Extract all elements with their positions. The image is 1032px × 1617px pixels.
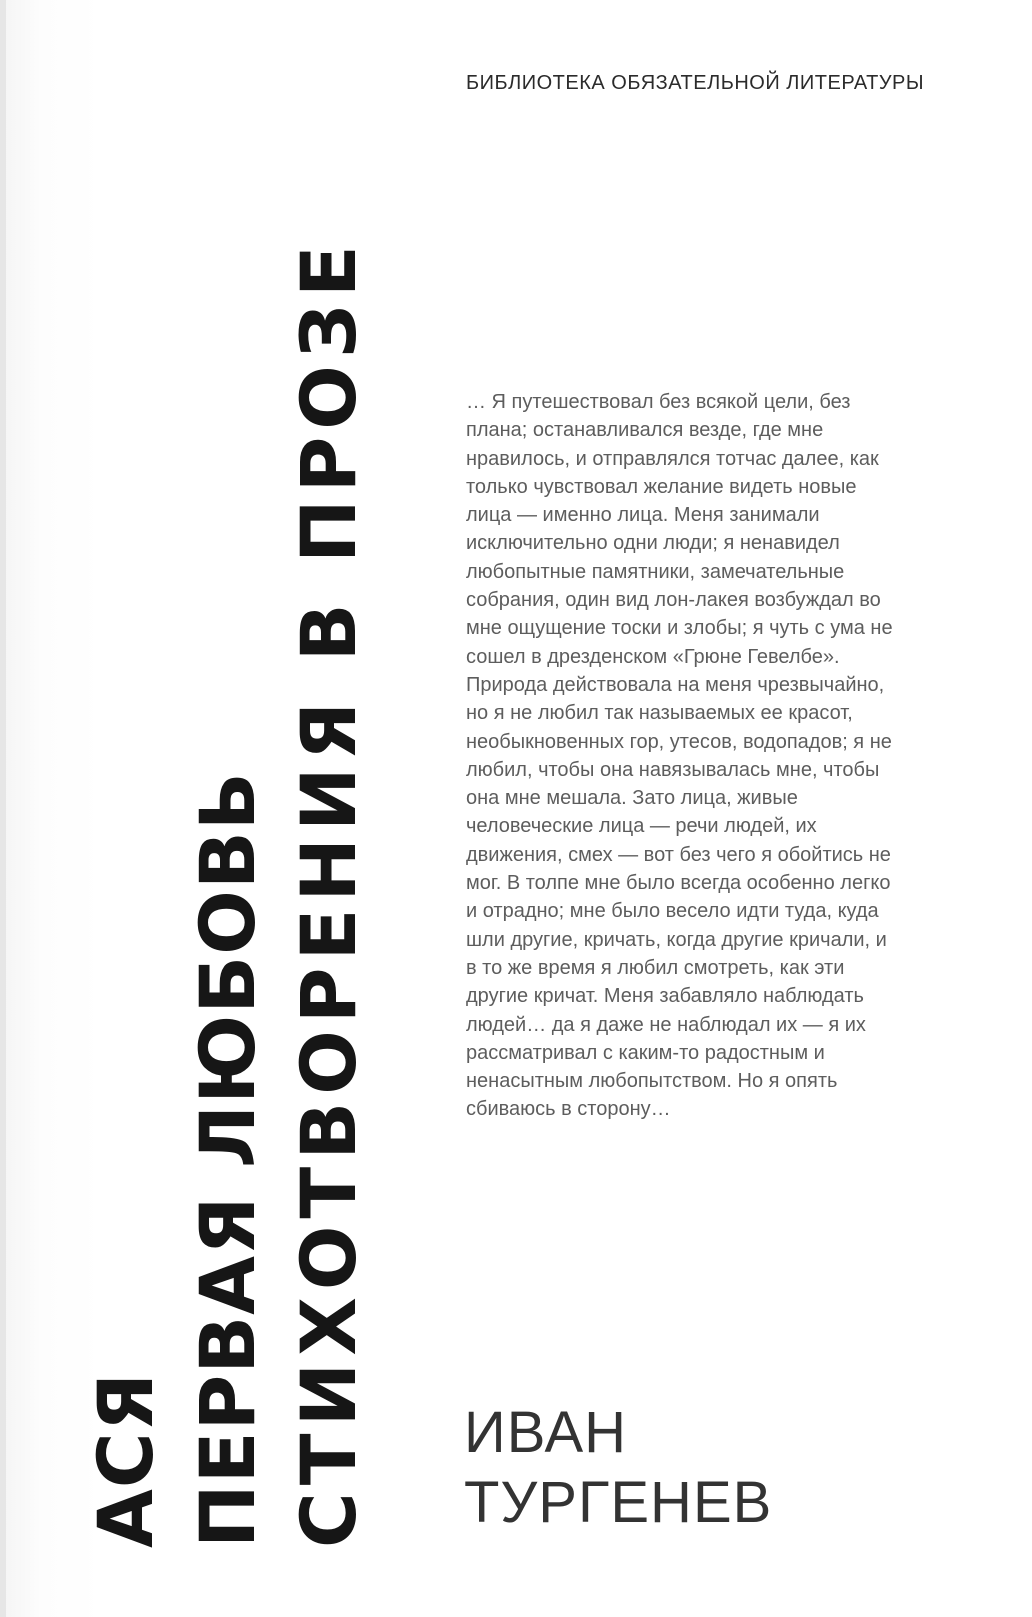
cover-edge: [0, 0, 6, 1617]
excerpt-line: рассматривал с каким-то радостным и: [466, 1041, 825, 1064]
excerpt-line: нравилось, и отправлялся тотчас далее, как: [466, 447, 879, 470]
title-pervaya-lyubov: ПЕРВАЯ ЛЮБОВЬ: [183, 771, 272, 1548]
excerpt-line: необыкновенных гор, утесов, водопадов; я не: [466, 730, 892, 753]
excerpt-line: человеческие лица — речи людей, их: [466, 815, 817, 838]
title-stikhotvoreniya-v-proze: СТИХОТВОРЕНИЯ В ПРОЗЕ: [284, 238, 373, 1548]
excerpt-line: и отрадно; мне было весело идти туда, куда: [466, 900, 879, 923]
excerpt-line: любопытные памятники, замечательные: [466, 560, 845, 583]
excerpt-line: ненасытным любопытством. Но я опять: [466, 1070, 838, 1093]
excerpt-line: людей… да я даже не наблюдал их — я их: [466, 1013, 866, 1036]
excerpt-line: в то же время я любил смотреть, как эти: [466, 956, 845, 979]
excerpt-line: любил, чтобы она навязывалась мне, чтобы: [466, 758, 880, 781]
excerpt-line: сошел в дрезденском «Грюне Гевелбе».: [466, 645, 840, 668]
author-name: [464, 1398, 772, 1538]
author-first-name: ИВАН: [464, 1400, 628, 1465]
series-title: БИБЛИОТЕКА ОБЯЗАТЕЛЬНОЙ ЛИТЕРАТУРЫ: [466, 72, 925, 94]
excerpt-line: она мне мешала. Зато лица, живые: [466, 787, 798, 810]
excerpt-line: Природа действовала на меня чрезвычайно,: [466, 673, 885, 696]
excerpt-line: мог. В толпе мне было всегда особенно легко: [466, 872, 891, 895]
author-last-name: ТУРГЕНЕВ: [464, 1470, 773, 1535]
excerpt-line: исключительно одни люди; я ненавидел: [466, 532, 840, 555]
excerpt-line: но я не любил так называемых ее красот,: [466, 702, 853, 725]
excerpt-line: … Я путешествовал без всякой цели, без: [466, 391, 851, 413]
excerpt-line: плана; останавливался везде, где мне: [466, 419, 824, 442]
excerpt-line: собрания, один вид лон-лакея возбуждал во: [466, 589, 881, 612]
excerpt-line: движения, смех — вот без чего я обойтись не: [466, 843, 891, 866]
excerpt-line: шли другие, кричать, когда другие кричали, и: [466, 928, 887, 951]
title-asya: АСЯ: [81, 1371, 170, 1548]
excerpt-line: сбиваюсь в сторону…: [466, 1098, 671, 1121]
excerpt-line: мне ощущение тоски и злобы; я чуть с ума не: [466, 617, 893, 640]
excerpt-line: только чувствовал желание видеть новые: [466, 475, 857, 498]
excerpt-line: другие кричат. Меня забавляло наблюдать: [466, 985, 864, 1008]
excerpt-text: [466, 388, 966, 1124]
excerpt-line: лица — именно лица. Меня занимали: [466, 504, 820, 527]
